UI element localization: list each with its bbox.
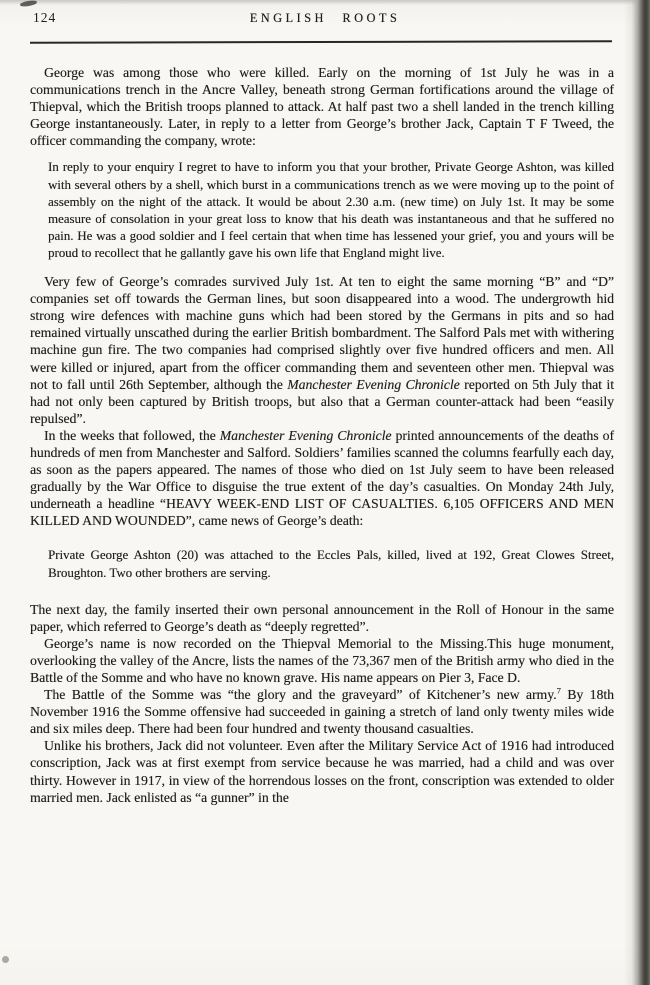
- text-run: In the weeks that followed, the: [44, 427, 220, 443]
- text-run: reported on 5th July that it had not only been captured by British troops, but also that a German counter-attack had been “easily repulsed”.: [30, 376, 614, 426]
- italic-newspaper-name: Manchester Evening Chronicle: [287, 376, 460, 392]
- paragraph-memorial: George’s name is now recorded on the Thiepval Memorial to the Missing.This huge monument, overlooking the valley of the Ancre, lists the names of the 73,367 men of the British army who died in the Battle of the Somme and who have no known grave. His name appears on Pier 3, Face D.: [30, 635, 614, 685]
- paragraph-george-killed: George was among those who were killed. Early on the morning of 1st July he was in a communications trench in the Ancre Valley, beneath strong German fortifications around the village of Thiepval, which the British troops planned to attack. At half past two a shell landed in the trench killing George instantaneously. Later, in reply to a letter from George’s brother Jack, Captain T F Tweed, the officer commanding the company, wrote:: [30, 65, 614, 149]
- paragraph-battle: [30, 686, 614, 737]
- italic-newspaper-name: Manchester Evening Chronicle: [219, 427, 392, 443]
- text-run: The Battle of the Somme was “the glory and the graveyard” of Kitchener’s new army.: [44, 687, 557, 703]
- paragraph-in-weeks: [30, 427, 614, 530]
- page-number: 124: [33, 10, 57, 25]
- text-run: By 18th November 1916 the Somme offensive had succeeded in gaining a stretch of land only twenty miles wide and six miles deep. There had been four hundred and twenty thousand casualties.: [30, 687, 614, 737]
- page-text: [30, 64, 614, 806]
- running-title: ENGLISH ROOTS: [249, 11, 401, 25]
- scan-top-edge-shadow: [0, 0, 650, 5]
- running-header: [0, 10, 650, 30]
- paragraph-jack: Unlike his brothers, Jack did not volunteer. Even after the Military Service Act of 1916 had introduced conscription, Jack was at first exempt from service because he was married, had a child and was over thirty. However in 1917, in view of the horrendous losses on the front, conscription was extended to older married men. Jack enlisted as “a gunner” in the: [30, 738, 614, 805]
- header-rule: [30, 40, 612, 44]
- paragraph-next-day: The next day, the family inserted their own personal announcement in the Roll of Honour in the same paper, which referred to George’s death as “deeply regretted”.: [30, 601, 614, 634]
- footnote-reference: 7: [556, 685, 561, 696]
- casualty-notice-quote: Private George Ashton (20) was attached to the Eccles Pals, killed, lived at 192, Great Clowes Street, Broughton. Two other brothers are serving.: [48, 548, 614, 580]
- text-run: Very few of George’s comrades survived July 1st. At ten to eight the same morning “B” and “D” companies set off towards the German lines, but soon disappeared into a wood. The undergrowth hid strong wire defences with machine guns which had been stored by the Germans in pits and so had remained virtually unscathed during the earlier British bombardment. The Salford Pals met with withering machine gun fire. The two companies had comprised slightly over five hundred officers and men. All were killed or injured, apart from the officer commanding them and seventeen other men. Thiepval was not to fall until 26th September, although the: [30, 274, 614, 392]
- scan-speck: [2, 956, 9, 963]
- page-binding-shadow: [624, 0, 650, 985]
- letter-quote: In reply to your enquiry I regret to have to inform you that your brother, Private George Ashton, was killed with several others by a shell, which burst in a communications trench as we were moving up to the point of assembly on the night of the attack. It would be about 2.30 a.m. (new time) on July 1st. It may be some measure of consolation in your great loss to know that his death was instantaneous and that he suffered no pain. He was a good soldier and I feel certain that when time has lessened your grief, you and yours will be proud to recollect that he gallantly gave his own life that England might live.: [48, 160, 614, 260]
- paragraph-very-few: [30, 273, 614, 427]
- text-run: printed announcements of the deaths of hundreds of men from Manchester and Salford. Soldiers’ families scanned the columns fearfully each day, as soon as the papers appeared. The names of those who died on 1st July seem to have been released gradually by the War Office to disguise the true extent of the day’s casualties. On Monday 24th July, underneath a headline “HEAVY WEEK-END LIST OF CASUALTIES. 6,105 OFFICERS AND MEN KILLED AND WOUNDED”, came news of George’s death:: [30, 427, 615, 529]
